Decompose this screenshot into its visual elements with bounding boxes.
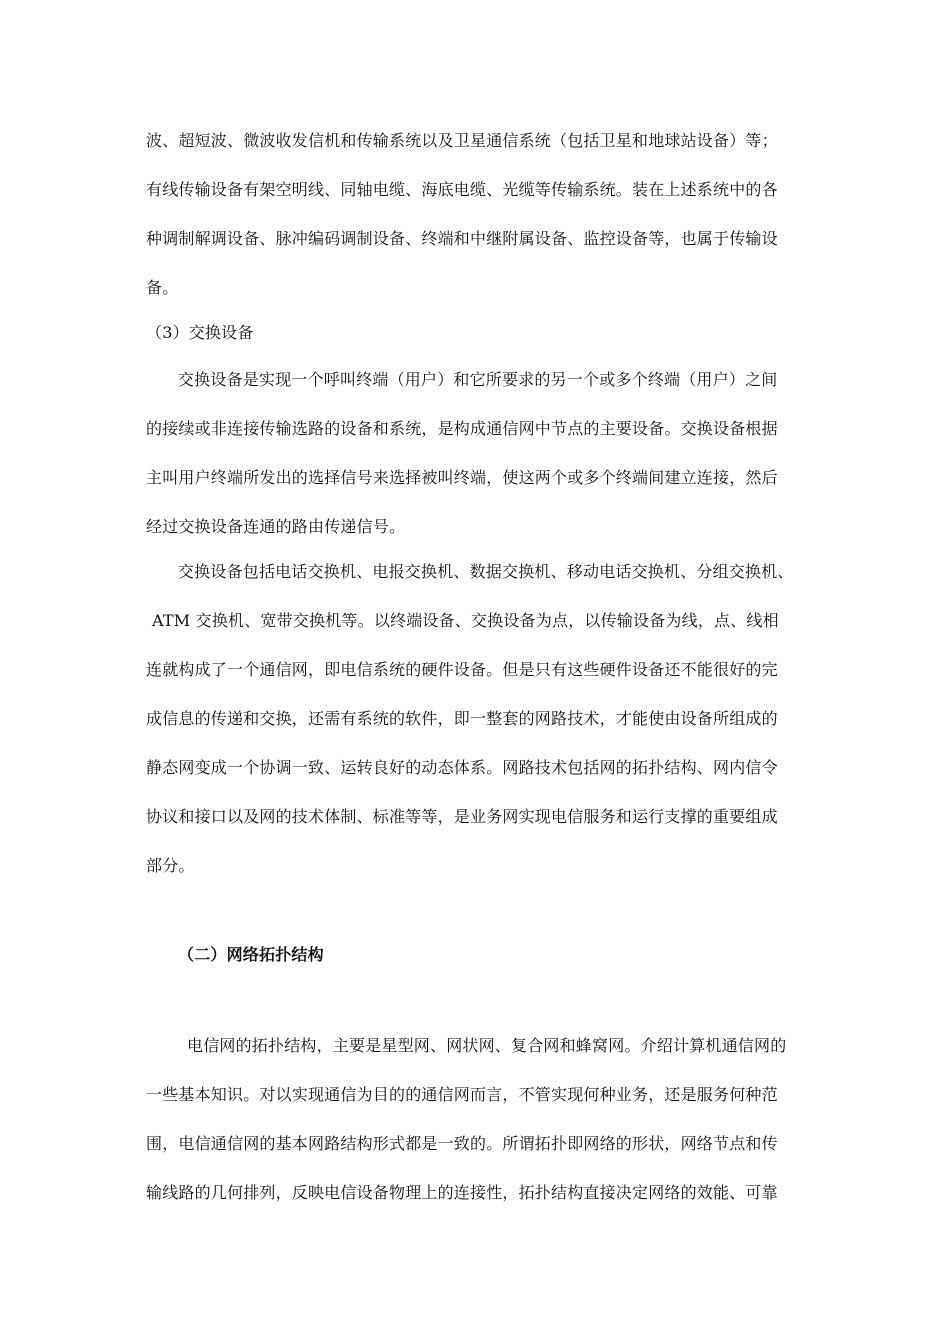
text-line: ATM 交换机、宽带交换机等。以终端设备、交换设备为点，以传输设备为线，点、线相	[152, 611, 779, 630]
subsection-heading: （3）交换设备	[146, 323, 254, 342]
text-line: 静态网变成一个协调一致、运转良好的动态体系。网路技术包括网的拓扑结构、网内信令	[146, 758, 778, 777]
text-line: 部分。	[146, 856, 195, 875]
paragraph-first-line: 电信网的拓扑结构，主要是星型网、网状网、复合网和蜂窝网。介绍计算机通信网的	[187, 1036, 787, 1055]
text-line: 经过交换设备连通的路由传递信号。	[146, 517, 406, 536]
text-line: 连就构成了一个通信网，即电信系统的硬件设备。但是只有这些硬件设备还不能很好的完	[146, 660, 778, 679]
text-line: 围，电信通信网的基本网路结构形式都是一致的。所谓拓扑即网络的形状，网络节点和传	[146, 1134, 778, 1153]
text-line: 成信息的传递和交换，还需有系统的软件，即一整套的网路技术，才能使由设备所组成的	[146, 709, 778, 728]
text-line: 备。	[146, 278, 179, 297]
paragraph-first-line: 交换设备包括电话交换机、电报交换机、数据交换机、移动电话交换机、分组交换机、	[178, 562, 794, 581]
text-line: 的接续或非连接传输选路的设备和系统，是构成通信网中节点的主要设备。交换设备根据	[146, 419, 778, 438]
text-line: 输线路的几何排列，反映电信设备物理上的连接性，拓扑结构直接决定网络的效能、可靠	[146, 1183, 778, 1202]
text-line: 种调制解调设备、脉冲编码调制设备、终端和中继附属设备、监控设备等，也属于传输设	[146, 229, 778, 248]
text-line: 波、超短波、微波收发信机和传输系统以及卫星通信系统（包括卫星和地球站设备）等；	[146, 131, 778, 150]
section-heading: （二）网络拓扑结构	[178, 945, 324, 964]
text-line: 主叫用户终端所发出的选择信号来选择被叫终端，使这两个或多个终端间建立连接，然后	[146, 468, 778, 487]
text-line: 有线传输设备有架空明线、同轴电缆、海底电缆、光缆等传输系统。装在上述系统中的各	[146, 180, 778, 199]
text-line: 一些基本知识。对以实现通信为目的的通信网而言，不管实现何种业务，还是服务何种范	[146, 1085, 778, 1104]
paragraph-first-line: 交换设备是实现一个呼叫终端（用户）和它所要求的另一个或多个终端（用户）之间	[178, 370, 778, 389]
text-line: 协议和接口以及网的技术体制、标准等等，是业务网实现电信服务和运行支撑的重要组成	[146, 807, 778, 826]
